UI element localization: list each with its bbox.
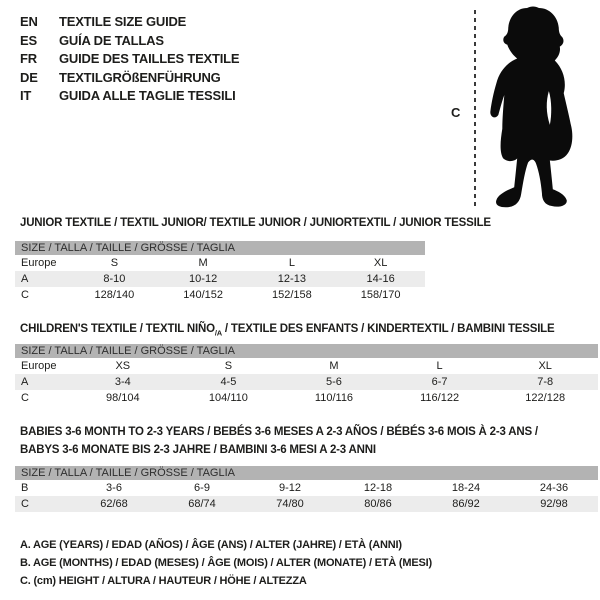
table-row-months: [15, 480, 598, 496]
guide-title: GUÍA DE TALLAS: [59, 32, 164, 48]
height-label-c: C: [451, 105, 461, 120]
table-cell: 104/110: [208, 392, 248, 404]
row-label: C: [21, 289, 29, 301]
table-cell: 7-8: [537, 376, 554, 388]
table-row-europe: [15, 358, 598, 374]
title-line-2: BABYS 3-6 MONATE BIS 2-3 JAHRE / BAMBINI 3-6 MESI A 2-3 ANNI: [20, 443, 376, 456]
table-cell: M: [329, 360, 339, 372]
table-cell: 6-7: [431, 376, 448, 388]
table-cell: 6-9: [194, 482, 210, 494]
children-size-table: [15, 344, 598, 406]
size-header-bar: SIZE / TALLA / TAILLE / GRÖSSE / TAGLIA: [15, 344, 598, 358]
row-label: A: [21, 376, 29, 388]
title-text: CHILDREN'S TEXTILE / TEXTIL NIÑO: [20, 323, 215, 335]
guide-title: TEXTILGRÖßENFÜHRUNG: [59, 69, 221, 85]
table-row-europe: [15, 255, 425, 271]
row-label: C: [21, 392, 29, 404]
table-cell: XL: [373, 257, 388, 269]
table-row-height: [15, 287, 425, 303]
table-row-height: [15, 390, 598, 406]
table-cell: XS: [115, 360, 131, 372]
table-cell: S: [224, 360, 233, 372]
lang-code: FR: [20, 51, 37, 67]
table-cell: 18-24: [451, 482, 481, 494]
children-table-title: [20, 321, 554, 342]
lang-row-es: [20, 32, 239, 51]
junior-table-title: JUNIOR TEXTILE / TEXTIL JUNIOR/ TEXTILE JUNIOR / JUNIORTEXTIL / JUNIOR TESSILE: [20, 217, 491, 229]
size-header-bar: SIZE / TALLA / TAILLE / GRÖSSE / TAGLIA: [15, 241, 425, 255]
table-cell: L: [436, 360, 443, 372]
row-label: B: [21, 482, 29, 494]
table-cell: 5-6: [326, 376, 342, 388]
table-cell: 3-4: [114, 376, 131, 388]
lang-code: IT: [20, 88, 32, 104]
lang-code: DE: [20, 69, 38, 85]
row-label: A: [21, 273, 29, 285]
table-cell: 128/140: [94, 289, 135, 301]
table-cell: 80/86: [364, 498, 392, 510]
table-row-age: [15, 374, 598, 390]
table-cell: 122/128: [525, 392, 566, 404]
legend-line-c: C. (cm) HEIGHT / ALTURA / HAUTEUR / HÖHE / ALTEZZA: [20, 575, 307, 587]
babies-size-table: [15, 466, 598, 512]
legend: [20, 536, 432, 590]
babies-table-title: [20, 424, 538, 459]
size-header-bar: SIZE / TALLA / TAILLE / GRÖSSE / TAGLIA: [15, 466, 598, 480]
table-cell: 10-12: [189, 273, 218, 285]
table-cell: 152/158: [271, 289, 312, 301]
legend-line-a: A. AGE (YEARS) / EDAD (AÑOS) / ÂGE (ANS) / ALTER (JAHRE) / ETÀ (ANNI): [20, 539, 402, 551]
table-cell: 62/68: [100, 498, 128, 510]
toddler-silhouette-image: [486, 4, 584, 212]
row-label: Europe: [21, 360, 57, 372]
row-label: Europe: [21, 257, 57, 269]
table-cell: 110/116: [314, 392, 354, 404]
table-cell: S: [110, 257, 119, 269]
guide-title: TEXTILE SIZE GUIDE: [59, 14, 187, 29]
table-cell: 3-6: [106, 482, 122, 494]
table-cell: 14-16: [366, 273, 395, 285]
language-title-block: [20, 13, 239, 106]
lang-row-de: [20, 69, 239, 88]
height-dashed-line: [474, 10, 476, 208]
table-cell: 8-10: [103, 273, 126, 285]
guide-title: GUIDE DES TAILLES TEXTILE: [59, 51, 240, 67]
table-cell: 12-13: [277, 273, 306, 285]
table-cell: XL: [538, 360, 552, 372]
guide-title: GUIDA ALLE TAGLIE TESSILI: [59, 88, 236, 104]
table-cell: 92/98: [540, 498, 568, 510]
table-cell: L: [288, 257, 295, 269]
table-cell: 12-18: [363, 482, 393, 494]
table-cell: 68/74: [188, 498, 216, 510]
table-cell: 4-5: [220, 376, 237, 388]
junior-size-table: [15, 241, 425, 303]
table-cell: 74/80: [276, 498, 304, 510]
table-cell: 140/152: [183, 289, 223, 301]
table-row-age: [15, 271, 425, 287]
table-cell: 116/122: [420, 392, 460, 404]
title-subscript: /A: [214, 328, 222, 338]
lang-row-fr: [20, 50, 239, 69]
table-cell: 86/92: [452, 498, 480, 510]
table-row-height: [15, 496, 598, 512]
table-cell: 98/104: [105, 392, 140, 404]
lang-row-it: [20, 87, 239, 106]
lang-row-en: [20, 13, 239, 32]
table-cell: M: [198, 257, 208, 269]
table-cell: 158/170: [360, 289, 401, 301]
table-cell: 9-12: [278, 482, 302, 494]
title-text: / TEXTILE DES ENFANTS / KINDERTEXTIL / BAMBINI TESSILE: [221, 323, 555, 335]
title-line-1: BABIES 3-6 MONTH TO 2-3 YEARS / BEBÉS 3-6 MESES A 2-3 AÑOS / BÉBÉS 3-6 MOIS À 2-3 ANS /: [20, 426, 538, 438]
lang-code: ES: [20, 32, 37, 48]
table-cell: 24-36: [539, 482, 569, 494]
row-label: C: [21, 498, 29, 510]
lang-code: EN: [20, 14, 38, 29]
legend-line-b: B. AGE (MONTHS) / EDAD (MESES) / ÂGE (MOIS) / ALTER (MONATE) / ETÀ (MESI): [20, 557, 432, 569]
